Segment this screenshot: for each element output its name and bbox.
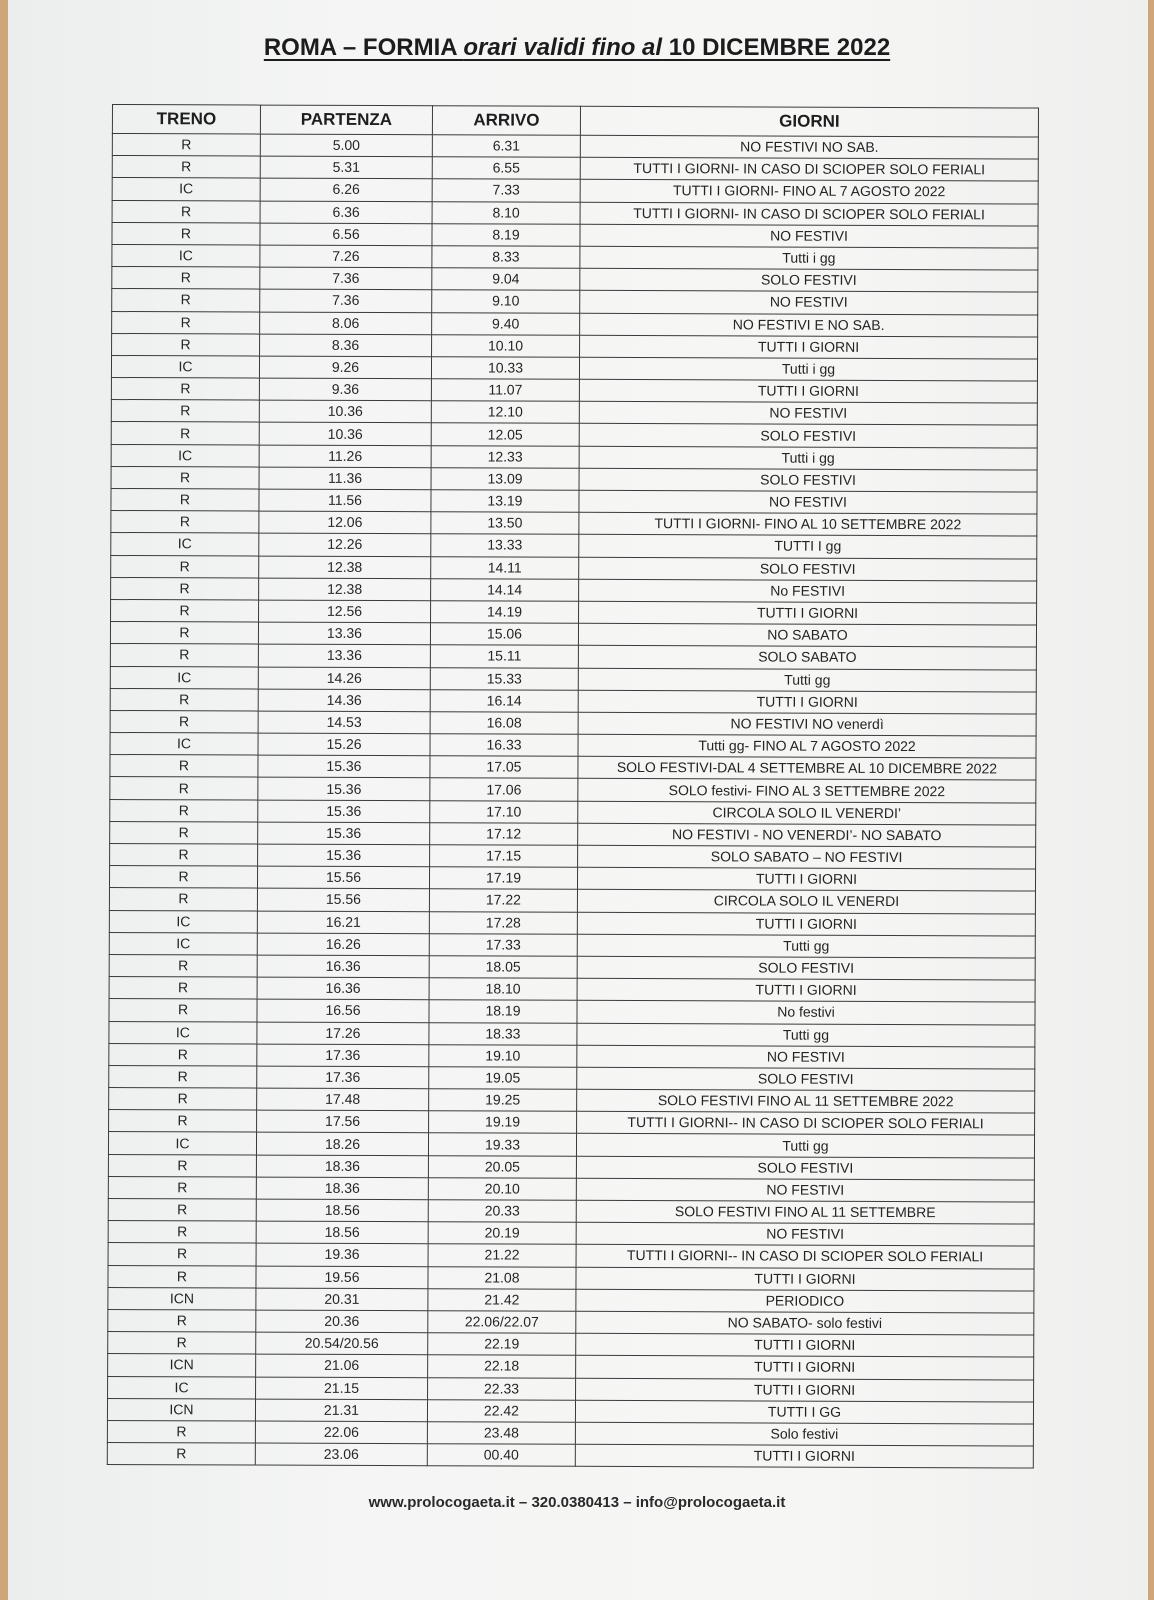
col-header-giorni: GIORNI xyxy=(580,106,1038,137)
cell-arrivo: 12.05 xyxy=(431,423,579,446)
cell-treno: R xyxy=(112,222,260,245)
cell-arrivo: 9.10 xyxy=(432,290,580,313)
cell-treno: R xyxy=(109,1065,257,1088)
cell-arrivo: 20.19 xyxy=(428,1222,576,1245)
cell-treno: R xyxy=(109,1110,257,1133)
cell-arrivo: 19.10 xyxy=(429,1044,577,1067)
cell-arrivo: 15.06 xyxy=(430,623,578,646)
cell-treno: R xyxy=(111,599,259,622)
cell-treno: IC xyxy=(109,1021,257,1044)
cell-partenza: 18.36 xyxy=(256,1155,428,1178)
timetable-body xyxy=(107,134,1038,1469)
cell-arrivo: 20.05 xyxy=(428,1155,576,1178)
cell-partenza: 14.53 xyxy=(258,711,430,734)
cell-giorni: NO FESTIVI NO SAB. xyxy=(580,135,1038,159)
cell-arrivo: 13.50 xyxy=(431,512,579,535)
cell-treno: R xyxy=(108,1154,256,1177)
cell-treno: R xyxy=(110,710,258,733)
cell-partenza: 11.56 xyxy=(259,489,431,512)
cell-giorni: SOLO FESTIVI xyxy=(577,956,1035,980)
cell-giorni: Tutti i gg xyxy=(580,246,1038,270)
cell-partenza: 22.06 xyxy=(255,1421,427,1444)
cell-partenza: 19.56 xyxy=(256,1266,428,1289)
cell-treno: R xyxy=(110,799,258,822)
cell-giorni: Tutti i gg xyxy=(579,357,1037,381)
cell-arrivo: 15.11 xyxy=(430,645,578,668)
cell-partenza: 18.56 xyxy=(256,1221,428,1244)
cell-partenza: 7.26 xyxy=(260,245,432,268)
cell-partenza: 17.36 xyxy=(257,1066,429,1089)
cell-partenza: 21.31 xyxy=(255,1399,427,1422)
cell-treno: R xyxy=(112,311,260,334)
cell-giorni: SOLO FESTIVI xyxy=(576,1156,1034,1180)
cell-giorni: Tutti i gg xyxy=(579,446,1037,470)
cell-treno: R xyxy=(109,999,257,1022)
cell-giorni: TUTTI I GIORNI- FINO AL 10 SETTEMBRE 2022 xyxy=(579,512,1037,536)
cell-giorni: SOLO FESTIVI xyxy=(579,557,1037,581)
cell-partenza: 11.26 xyxy=(259,445,431,468)
cell-treno: R xyxy=(108,1332,256,1355)
cell-giorni: TUTTI I GIORNI xyxy=(576,1378,1034,1402)
cell-partenza: 9.36 xyxy=(259,378,431,401)
cell-giorni: TUTTI I GG xyxy=(575,1400,1033,1424)
cell-treno: R xyxy=(111,466,259,489)
cell-giorni: NO FESTIVI xyxy=(579,402,1037,426)
cell-arrivo: 17.33 xyxy=(429,933,577,956)
cell-partenza: 15.36 xyxy=(258,778,430,801)
cell-arrivo: 22.33 xyxy=(428,1377,576,1400)
cell-giorni: NO FESTIVI E NO SAB. xyxy=(580,313,1038,337)
title-prefix: ROMA – FORMIA xyxy=(263,34,464,61)
cell-treno: R xyxy=(111,577,259,600)
cell-giorni: SOLO FESTIVI xyxy=(580,268,1038,292)
cell-arrivo: 17.10 xyxy=(430,800,578,823)
cell-partenza: 12.38 xyxy=(259,556,431,579)
cell-arrivo: 17.12 xyxy=(430,823,578,846)
cell-partenza: 15.56 xyxy=(257,866,429,889)
cell-partenza: 12.06 xyxy=(259,511,431,534)
cell-arrivo: 10.33 xyxy=(431,357,579,380)
cell-giorni: NO SABATO- solo festivi xyxy=(576,1311,1034,1335)
cell-arrivo: 12.33 xyxy=(431,445,579,468)
cell-treno: ICN xyxy=(108,1354,256,1377)
cell-arrivo: 13.33 xyxy=(431,534,579,557)
cell-giorni: TUTTI I GIORNI xyxy=(579,379,1037,403)
cell-partenza: 13.36 xyxy=(258,644,430,667)
cell-arrivo: 20.10 xyxy=(428,1178,576,1201)
cell-treno: R xyxy=(108,1176,256,1199)
cell-treno: ICN xyxy=(108,1287,256,1310)
cell-partenza: 12.56 xyxy=(259,600,431,623)
cell-arrivo: 17.19 xyxy=(429,867,577,890)
cell-giorni: SOLO FESTIVI FINO AL 11 SETTEMBRE xyxy=(576,1200,1034,1224)
cell-treno: R xyxy=(110,821,258,844)
cell-treno: IC xyxy=(111,355,259,378)
cell-treno: R xyxy=(108,1243,256,1266)
cell-arrivo: 16.33 xyxy=(430,734,578,757)
cell-giorni: TUTTI I GIORNI xyxy=(576,1333,1034,1357)
cell-arrivo: 19.19 xyxy=(429,1111,577,1134)
cell-treno: R xyxy=(109,888,257,911)
cell-partenza: 20.36 xyxy=(256,1310,428,1333)
cell-arrivo: 14.19 xyxy=(431,601,579,624)
cell-partenza: 10.36 xyxy=(259,423,431,446)
cell-partenza: 16.36 xyxy=(257,977,429,1000)
cell-giorni: SOLO SABATO – NO FESTIVI xyxy=(578,845,1036,869)
cell-partenza: 12.26 xyxy=(259,533,431,556)
cell-giorni: TUTTI I GIORNI xyxy=(580,335,1038,359)
cell-arrivo: 11.07 xyxy=(431,379,579,402)
cell-arrivo: 14.14 xyxy=(431,578,579,601)
cell-partenza: 18.56 xyxy=(256,1199,428,1222)
cell-partenza: 20.31 xyxy=(256,1288,428,1311)
cell-giorni: TUTTI I GIORNI xyxy=(576,1267,1034,1291)
cell-partenza: 21.15 xyxy=(256,1377,428,1400)
cell-treno: IC xyxy=(109,910,257,933)
cell-partenza: 17.36 xyxy=(257,1044,429,1067)
cell-partenza: 5.00 xyxy=(260,134,432,157)
cell-treno: R xyxy=(112,156,260,179)
cell-arrivo: 17.28 xyxy=(429,911,577,934)
cell-partenza: 20.54/20.56 xyxy=(256,1332,428,1355)
cell-arrivo: 22.19 xyxy=(428,1333,576,1356)
cell-partenza: 7.36 xyxy=(260,289,432,312)
cell-giorni: NO FESTIVI NO venerdì xyxy=(578,712,1036,736)
cell-giorni: Solo festivi xyxy=(575,1422,1033,1446)
cell-arrivo: 21.42 xyxy=(428,1288,576,1311)
cell-partenza: 15.26 xyxy=(258,733,430,756)
cell-treno: IC xyxy=(110,733,258,756)
cell-giorni: TUTTI I GIORNI xyxy=(578,690,1036,714)
col-header-arrivo: ARRIVO xyxy=(432,106,580,136)
cell-giorni: NO FESTIVI xyxy=(580,224,1038,248)
table-row xyxy=(107,1443,1033,1469)
cell-treno: R xyxy=(110,843,258,866)
cell-giorni: No FESTIVI xyxy=(579,579,1037,603)
cell-arrivo: 16.14 xyxy=(430,689,578,712)
cell-giorni: TUTTI I GIORNI xyxy=(577,978,1035,1002)
cell-giorni: TUTTI I GIORNI xyxy=(576,1356,1034,1380)
cell-partenza: 15.36 xyxy=(258,822,430,845)
cell-arrivo: 6.31 xyxy=(432,135,580,158)
cell-giorni: Tutti gg xyxy=(577,1023,1035,1047)
cell-giorni: Tutti gg xyxy=(577,934,1035,958)
cell-arrivo: 18.05 xyxy=(429,956,577,979)
cell-arrivo: 18.19 xyxy=(429,1000,577,1023)
cell-treno: R xyxy=(111,378,259,401)
cell-arrivo: 21.08 xyxy=(428,1266,576,1289)
cell-arrivo: 19.25 xyxy=(429,1089,577,1112)
cell-treno: R xyxy=(108,1198,256,1221)
cell-giorni: TUTTI I GIORNI xyxy=(579,601,1037,625)
cell-partenza: 5.31 xyxy=(260,156,432,179)
cell-partenza: 16.21 xyxy=(257,911,429,934)
cell-treno: R xyxy=(110,644,258,667)
cell-arrivo: 6.55 xyxy=(432,157,580,180)
cell-arrivo: 13.09 xyxy=(431,468,579,491)
cell-giorni: TUTTI I GIORNI xyxy=(577,867,1035,891)
cell-giorni: Tutti gg xyxy=(576,1134,1034,1158)
cell-arrivo: 18.33 xyxy=(429,1022,577,1045)
cell-giorni: NO FESTIVI xyxy=(576,1222,1034,1246)
cell-partenza: 10.36 xyxy=(259,400,431,423)
cell-arrivo: 22.06/22.07 xyxy=(428,1311,576,1334)
cell-treno: R xyxy=(109,1088,257,1111)
cell-arrivo: 16.08 xyxy=(430,712,578,735)
cell-partenza: 12.38 xyxy=(259,578,431,601)
cell-partenza: 17.48 xyxy=(257,1088,429,1111)
cell-arrivo: 8.19 xyxy=(432,223,580,246)
cell-giorni: TUTTI I GIORNI- IN CASO DI SCIOPER SOLO FERIALI xyxy=(580,157,1038,181)
cell-partenza: 8.36 xyxy=(260,334,432,357)
cell-giorni: TUTTI I GIORNI-- IN CASO DI SCIOPER SOLO FERIALI xyxy=(577,1112,1035,1136)
cell-treno: R xyxy=(110,622,258,645)
cell-treno: R xyxy=(107,1420,255,1443)
cell-treno: R xyxy=(111,555,259,578)
cell-treno: R xyxy=(112,289,260,312)
cell-giorni: NO FESTIVI xyxy=(576,1178,1034,1202)
cell-treno: R xyxy=(108,1265,256,1288)
cell-partenza: 15.36 xyxy=(258,844,430,867)
cell-arrivo: 9.40 xyxy=(432,312,580,335)
cell-giorni: TUTTI I GIORNI xyxy=(577,912,1035,936)
cell-partenza: 15.36 xyxy=(258,755,430,778)
cell-arrivo: 12.10 xyxy=(431,401,579,424)
cell-partenza: 14.26 xyxy=(258,667,430,690)
cell-partenza: 18.36 xyxy=(256,1177,428,1200)
cell-partenza: 8.06 xyxy=(260,312,432,335)
cell-treno: IC xyxy=(110,666,258,689)
cell-treno: R xyxy=(108,1309,256,1332)
cell-partenza: 21.06 xyxy=(256,1354,428,1377)
cell-treno: IC xyxy=(111,533,259,556)
cell-treno: R xyxy=(110,688,258,711)
cell-giorni: TUTTI I GIORNI-- IN CASO DI SCIOPER SOLO FERIALI xyxy=(576,1245,1034,1269)
cell-giorni: No festivi xyxy=(577,1001,1035,1025)
cell-treno: IC xyxy=(112,244,260,267)
cell-arrivo: 19.33 xyxy=(428,1133,576,1156)
cell-arrivo: 8.10 xyxy=(432,201,580,224)
cell-giorni: CIRCOLA SOLO IL VENERDI’ xyxy=(578,801,1036,825)
cell-treno: IC xyxy=(108,1132,256,1155)
cell-arrivo: 20.33 xyxy=(428,1200,576,1223)
cell-giorni: SOLO FESTIVI xyxy=(577,1067,1035,1091)
page-title xyxy=(0,34,1154,62)
cell-giorni: NO FESTIVI xyxy=(579,490,1037,514)
cell-partenza: 16.36 xyxy=(257,955,429,978)
timetable xyxy=(107,104,1039,1469)
timetable-header xyxy=(112,105,1038,138)
cell-partenza: 11.36 xyxy=(259,467,431,490)
cell-giorni: NO FESTIVI - NO VENERDI’- NO SABATO xyxy=(578,823,1036,847)
cell-arrivo: 18.10 xyxy=(429,978,577,1001)
header-row xyxy=(112,105,1038,138)
cell-treno: IC xyxy=(109,932,257,955)
cell-arrivo: 21.22 xyxy=(428,1244,576,1267)
cell-treno: IC xyxy=(111,444,259,467)
col-header-partenza: PARTENZA xyxy=(260,105,432,135)
cell-giorni: TUTTI I GIORNI- IN CASO DI SCIOPER SOLO FERIALI xyxy=(580,202,1038,226)
cell-treno: R xyxy=(109,866,257,889)
cell-arrivo: 13.19 xyxy=(431,490,579,513)
footer-contacts: www.prolocogaeta.it – 320.0380413 – info@prolocogaeta.it xyxy=(368,1494,786,1511)
cell-partenza: 19.36 xyxy=(256,1243,428,1266)
cell-arrivo: 00.40 xyxy=(427,1444,575,1467)
cell-treno: R xyxy=(111,422,259,445)
cell-giorni: TUTTI I GIORNI- FINO AL 7 AGOSTO 2022 xyxy=(580,180,1038,204)
cell-giorni: SOLO SABATO xyxy=(578,646,1036,670)
cell-arrivo: 22.42 xyxy=(427,1399,575,1422)
cell-giorni: Tutti gg xyxy=(578,668,1036,692)
cell-partenza: 6.26 xyxy=(260,178,432,201)
cell-partenza: 23.06 xyxy=(255,1443,427,1466)
cell-giorni: SOLO FESTIVI-DAL 4 SETTEMBRE AL 10 DICEMBRE 2022 xyxy=(578,757,1036,781)
cell-giorni: NO SABATO xyxy=(578,623,1036,647)
cell-giorni: NO FESTIVI xyxy=(577,1045,1035,1069)
cell-partenza: 6.36 xyxy=(260,201,432,224)
cell-arrivo: 15.33 xyxy=(430,667,578,690)
cell-arrivo: 17.22 xyxy=(429,889,577,912)
cell-treno: ICN xyxy=(107,1398,255,1421)
cell-partenza: 14.36 xyxy=(258,689,430,712)
cell-treno: R xyxy=(110,777,258,800)
cell-treno: R xyxy=(111,400,259,423)
cell-treno: IC xyxy=(112,178,260,201)
col-header-treno: TRENO xyxy=(112,105,260,135)
cell-partenza: 9.26 xyxy=(259,356,431,379)
cell-partenza: 13.36 xyxy=(258,622,430,645)
cell-treno: R xyxy=(112,134,260,157)
cell-partenza: 17.56 xyxy=(257,1110,429,1133)
cell-partenza: 6.56 xyxy=(260,223,432,246)
cell-arrivo: 17.06 xyxy=(430,778,578,801)
cell-giorni: Tutti gg- FINO AL 7 AGOSTO 2022 xyxy=(578,734,1036,758)
cell-arrivo: 19.05 xyxy=(429,1067,577,1090)
cell-partenza: 7.36 xyxy=(260,267,432,290)
cell-giorni: TUTTI I GIORNI xyxy=(575,1444,1033,1468)
cell-treno: R xyxy=(112,267,260,290)
cell-giorni: SOLO FESTIVI xyxy=(579,468,1037,492)
cell-partenza: 16.56 xyxy=(257,999,429,1022)
cell-partenza: 16.26 xyxy=(257,933,429,956)
cell-giorni: PERIODICO xyxy=(576,1289,1034,1313)
cell-arrivo: 9.04 xyxy=(432,268,580,291)
cell-treno: R xyxy=(111,488,259,511)
cell-arrivo: 23.48 xyxy=(427,1422,575,1445)
cell-arrivo: 22.18 xyxy=(428,1355,576,1378)
cell-arrivo: 8.33 xyxy=(432,246,580,269)
cell-partenza: 15.56 xyxy=(257,888,429,911)
cell-arrivo: 17.05 xyxy=(430,756,578,779)
cell-treno: R xyxy=(110,755,258,778)
cell-arrivo: 14.11 xyxy=(431,556,579,579)
cell-giorni: SOLO festivi- FINO AL 3 SETTEMBRE 2022 xyxy=(578,779,1036,803)
cell-treno: R xyxy=(109,1043,257,1066)
cell-giorni: CIRCOLA SOLO IL VENERDI xyxy=(577,890,1035,914)
cell-arrivo: 7.33 xyxy=(432,179,580,202)
cell-treno: R xyxy=(109,954,257,977)
cell-treno: R xyxy=(108,1221,256,1244)
cell-partenza: 15.36 xyxy=(258,800,430,823)
cell-partenza: 18.26 xyxy=(256,1133,428,1156)
cell-arrivo: 17.15 xyxy=(430,845,578,868)
cell-giorni: TUTTI I gg xyxy=(579,535,1037,559)
cell-partenza: 17.26 xyxy=(257,1022,429,1045)
cell-treno: IC xyxy=(108,1376,256,1399)
cell-giorni: SOLO FESTIVI FINO AL 11 SETTEMBRE 2022 xyxy=(577,1089,1035,1113)
cell-treno: R xyxy=(112,200,260,223)
cell-treno: R xyxy=(107,1443,255,1466)
cell-treno: R xyxy=(112,333,260,356)
cell-treno: R xyxy=(111,511,259,534)
cell-treno: R xyxy=(109,977,257,1000)
cell-arrivo: 10.10 xyxy=(432,334,580,357)
title-suffix: 10 DICEMBRE 2022 xyxy=(662,34,891,61)
title-italic: orari validi fino al xyxy=(463,34,663,61)
cell-giorni: SOLO FESTIVI xyxy=(579,424,1037,448)
cell-giorni: NO FESTIVI xyxy=(580,291,1038,315)
